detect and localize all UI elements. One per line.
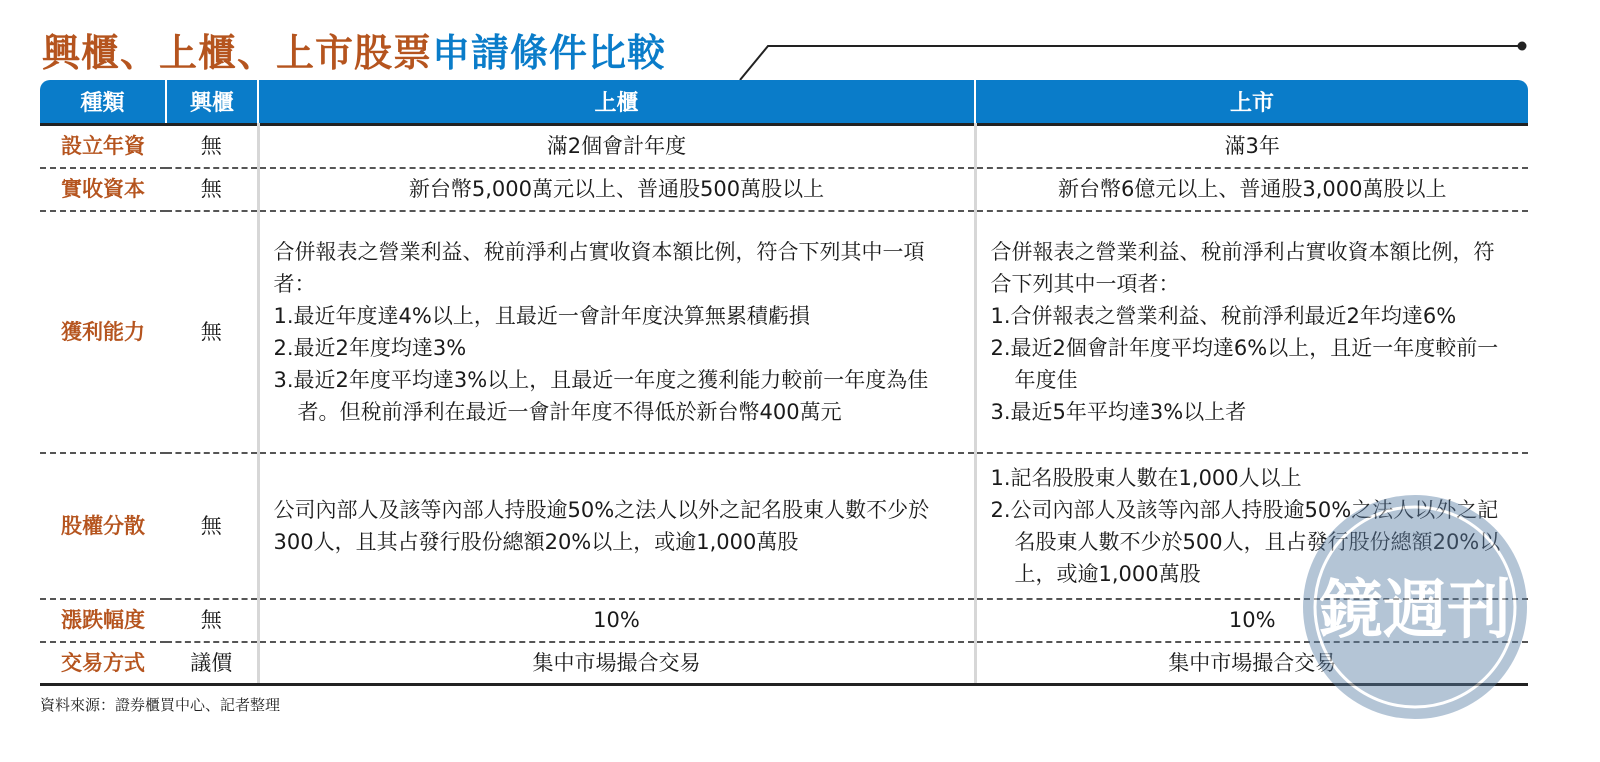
list-item: 2.最近2個會計年度平均達6%以上，且近一年度較前一年度佳 xyxy=(990,335,1499,392)
tpex-cell: 公司內部人及該等內部人持股逾50%之法人以外之記名股東人數不少於300人，且其占發行股份總額20%以上，或逾1,000萬股 xyxy=(258,453,975,599)
source-note: 資料來源：證券櫃買中心、記者整理 xyxy=(40,696,281,714)
header-otc: 興櫃 xyxy=(166,80,258,125)
title-decoration-line xyxy=(0,0,1600,80)
header-tpex: 上櫃 xyxy=(258,80,975,125)
row-label: 實收資本 xyxy=(40,168,166,211)
table-row xyxy=(40,125,1528,168)
twse-intro: 合併報表之營業利益、稅前淨利占實收資本額比例，符合下列其中一項者： xyxy=(990,239,1495,296)
twse-cell: 集中市場撮合交易 xyxy=(975,642,1528,685)
twse-cell xyxy=(975,211,1528,453)
otc-cell: 無 xyxy=(166,211,258,453)
list-item: 3.最近2年度平均達3%以上，且最近一年度之獲利能力較前一年度為佳者。但稅前淨利在最近一會計年度不得低於新台幣400萬元 xyxy=(273,367,929,424)
watermark-text: 鏡週刊 xyxy=(1319,574,1511,648)
tpex-cell: 新台幣5,000萬元以上、普通股500萬股以上 xyxy=(258,168,975,211)
tpex-cell: 10% xyxy=(258,599,975,642)
list-item: 2.最近2年度均達3% xyxy=(273,335,467,360)
list-item: 1.最近年度達4%以上，且最近一會計年度決算無累積虧損 xyxy=(273,303,810,328)
otc-cell: 無 xyxy=(166,168,258,211)
row-label: 交易方式 xyxy=(40,642,166,685)
header-twse: 上市 xyxy=(975,80,1528,125)
tpex-cell xyxy=(258,211,975,453)
row-label: 獲利能力 xyxy=(40,211,166,453)
row-label: 漲跌幅度 xyxy=(40,599,166,642)
tpex-intro: 合併報表之營業利益、稅前淨利占實收資本額比例，符合下列其中一項者： xyxy=(273,239,925,296)
table-row xyxy=(40,211,1528,453)
twse-cell: 滿3年 xyxy=(975,125,1528,168)
list-item: 3.最近5年平均達3%以上者 xyxy=(990,399,1247,424)
otc-cell: 議價 xyxy=(166,642,258,685)
row-label: 設立年資 xyxy=(40,125,166,168)
twse-cell: 新台幣6億元以上、普通股3,000萬股以上 xyxy=(975,168,1528,211)
header-category: 種類 xyxy=(40,80,166,125)
otc-cell: 無 xyxy=(166,599,258,642)
list-item: 2.公司內部人及該等內部人持股逾50%之法人以外之記名股東人數不少於500人，且占發行股份總額20%以上，或逾1,000萬股 xyxy=(990,497,1501,586)
tpex-cell: 滿2個會計年度 xyxy=(258,125,975,168)
tpex-cell: 集中市場撮合交易 xyxy=(258,642,975,685)
otc-cell: 無 xyxy=(166,453,258,599)
twse-cell: 10% xyxy=(975,599,1528,642)
mirror-media-logo-icon xyxy=(1300,492,1530,722)
row-label: 股權分散 xyxy=(40,453,166,599)
list-item: 1.合併報表之營業利益、稅前淨利最近2年均達6% xyxy=(990,303,1457,328)
table-row xyxy=(40,168,1528,211)
title-part-2: 申請條件比較 xyxy=(432,31,667,75)
title-part-1: 興櫃、上櫃、上市股票 xyxy=(42,31,433,75)
otc-cell: 無 xyxy=(166,125,258,168)
list-item: 1.記名股股東人數在1,000人以上 xyxy=(990,465,1302,490)
table-header-row xyxy=(40,80,1528,125)
